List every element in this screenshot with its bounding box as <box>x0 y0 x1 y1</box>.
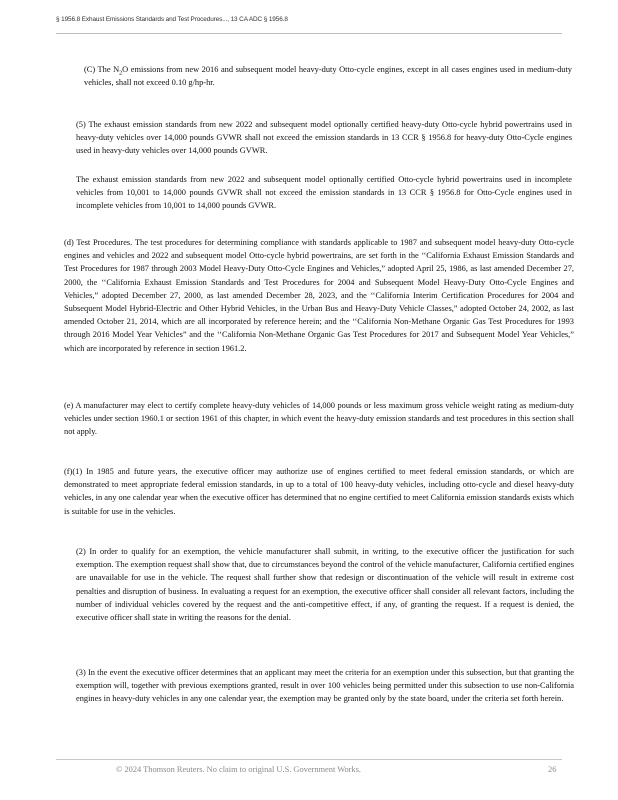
paragraph-c-n2o-emissions: (C) The $N_2O$ emissions from new 2016 and subsequent model heavy-duty Otto-cycle engines, except in all cases engines used in medium-duty vehicles, shall not exceed 0.10 g/hp-hr. <box>84 65 572 88</box>
paragraph-5-hybrid-powertrains: (5) The exhaust emission standards from new 2022 and subsequent model optionally certified heavy-duty Otto-cycle hybrid powertrains used in heavy-duty vehicles over 14,000 pounds GVWR shall not exceed the emission standards in 13 CCR § 1956.8 for heavy-duty Otto-Cycle engines used in heavy-duty vehicles over 14,000 pounds GVWR. <box>76 120 572 156</box>
footer-divider <box>56 759 562 760</box>
running-header: § 1956.8 Exhaust Emissions Standards and Test Procedures..., 13 CA ADC § 1956.8 <box>56 16 288 23</box>
paragraph-e-medium-duty-certification: (e) A manufacturer may elect to certify complete heavy-duty vehicles of 14,000 pounds or less maximum gross vehicle weight rating as medium-duty vehicles under section 1960.1 or section 1961 of this chapter, in which event the heavy-duty emission standards and test procedures in this section shall not apply. <box>64 401 574 437</box>
paragraph-f3-state-board: (3) In the event the executive officer determines that an applicant may meet the criteria for an exemption under this subsection, but that granting the exemption will, together with previous exemptions granted, result in over 100 vehicles being permitted under this subsection to use non-California engines in heavy-duty vehicles in any one calendar year, the exemption may be granted only by the state board, under the criteria set forth herein. <box>76 668 574 704</box>
paragraph-incomplete-vehicles: The exhaust emission standards from new 2022 and subsequent model optionally certified Otto-cycle hybrid powertrains used in incomplete vehicles from 10,001 to 14,000 pounds GVWR shall not exceed the emission standards in 13 CCR § 1956.8 for Otto-Cycle engines used in incomplete vehicles from 10,001 to 14,000 pounds GVWR. <box>76 175 572 211</box>
paragraph-f2-exemption-request: (2) In order to qualify for an exemption, the vehicle manufacturer shall submit, in writing, to the executive officer the justification for such exemption. The exemption request shall show that, due to circumstances beyond the control of the vehicle manufacturer, California certified engines are unavailable for use in the vehicle. The request shall further show that redesign or discontinuation of the vehicle will result in extreme cost penalties and disruption of business. In evaluating a request for an exemption, the executive officer shall consider all relevant factors, including the number of individual vehicles covered by the request and the anti-competitive effect, if any, of granting the request. If a request is denied, the executive officer shall state in writing the reasons for the denial. <box>76 547 574 623</box>
subscript-2: 2 <box>119 70 123 77</box>
copyright-notice: © 2024 Thomson Reuters. No claim to original U.S. Government Works. <box>116 765 361 774</box>
paragraph-d-test-procedures: (d) Test Procedures. The test procedures for determining compliance with standards applicable to 1987 and subsequent model heavy-duty Otto-cycle engines and vehicles and 2022 and subsequent model Otto-cycle hybrid powertrains, are set forth in the ‘‘California Exhaust Emission Standards and Test Procedures for 1987 through 2003 Model Heavy-Duty Otto-Cycle Engines and Vehicles,” adopted April 25, 1986, as last amended December 27, 2000, the ‘‘California Exhaust Emission Standards and Test Procedures for 2004 and Subsequent Model Heavy-Duty Otto-Cycle Engines and Vehicles,” adopted December 27, 2000, as last amended December 28, 2023, and the ‘‘California Interim Certification Procedures for 2004 and Subsequent Model Hybrid-Electric and Other Hybrid Vehicles, in the Urban Bus and Heavy-Duty Vehicle Classes,” adopted October 24, 2002, as last amended October 21, 2014, which are all incorporated by reference herein; and the ‘‘California Non-Methane Organic Gas Test Procedures for 1993 through 2016 Model Year Vehicles” and the ‘‘California Non-Methane Organic Gas Test Procedures for 2017 and Subsequent Model Year Vehicles,” which are incorporated by reference in section 1961.2. <box>64 238 574 353</box>
paragraph-f1-federal-engines: (f)(1) In 1985 and future years, the executive officer may authorize use of engines certified to meet federal emission standards, or which are demonstrated to meet appropriate federal emission standards, in up to a total of 100 heavy-duty vehicles, including otto-cycle and diesel heavy-duty vehicles, in any one calendar year when the executive officer has determined that no engine certified to meet California emission standards exists which is suitable for use in the vehicles. <box>64 467 574 516</box>
header-divider <box>56 33 562 34</box>
page-number: 26 <box>548 765 557 774</box>
